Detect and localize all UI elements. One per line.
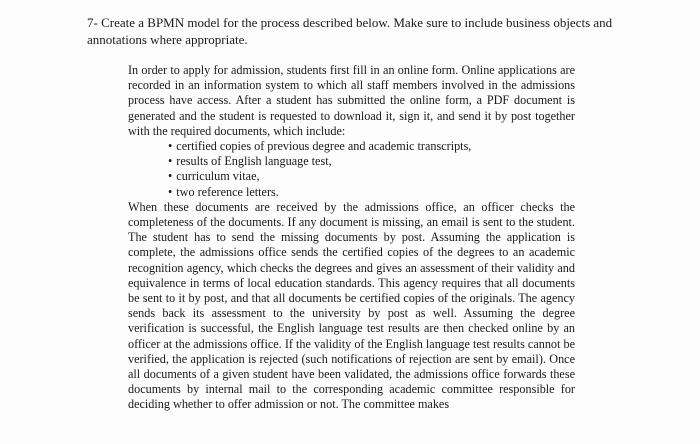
continuation-paragraph: When these documents are received by the admissions office, an officer checks the completeness of the documents. If any document is missing, an email is sent to the student. The student has to send the missing documents by post. Assuming the application is complete, the admissions office sends the certified copies of the degrees to an academic recognition agency, which checks the degrees and gives an assessment of their validity and equivalence in terms of local education standards. This agency requires that all documents be sent to it by post, and that all documents be certified copies of the originals. The agency sends back its assessment to the university by post as well. Assuming the degree verification is successful, the English language test results are then checked online by an officer at the admissions office. If the validity of the English language test results cannot be verified, the application is rejected (such notifications of rejection are sent by email). Once all documents of a given student have been validated, the admissions office forwards these documents by internal mail to the corresponding academic committee responsible for deciding whether to offer admission or not. The committee makes: [128, 199, 575, 412]
required-documents-list: [128, 139, 575, 200]
list-item: • certified copies of previous degree and academic transcripts,: [168, 139, 575, 154]
list-item: • two reference letters.: [168, 185, 575, 200]
process-description: [128, 63, 575, 413]
intro-paragraph: In order to apply for admission, students first fill in an online form. Online applications are recorded in an information system to which all staff members involved in the admissions process have access. After a student has submitted the online form, a PDF document is generated and the student is requested to download it, sign it, and send it by post together with the required documents, which include:: [128, 63, 575, 138]
list-item: • curriculum vitae,: [168, 169, 575, 184]
list-item: • results of English language test,: [168, 154, 575, 169]
question-heading: 7- Create a BPMN model for the process described below. Make sure to include business objects and annotations where appropriate.: [87, 15, 613, 47]
